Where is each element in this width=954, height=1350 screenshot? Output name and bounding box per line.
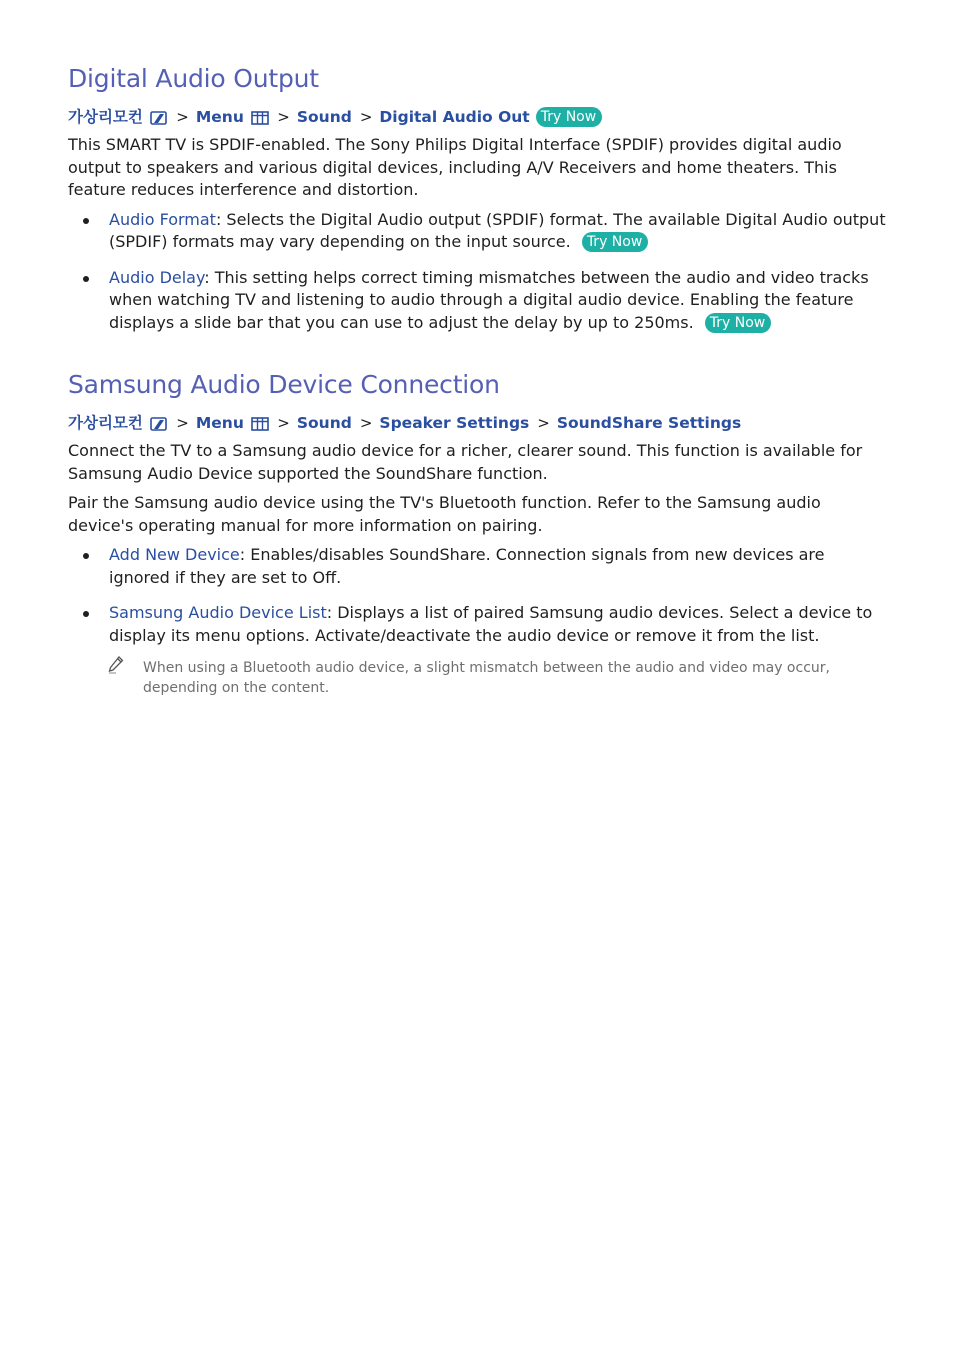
list-item-text: : This setting helps correct timing mismatches between the audio and video tracks when watching TV and listening to audio through a digital audio device. Enabling the feature displays a slide bar that you can use to adjust the delay by up to 250ms. [109,267,869,332]
note [68,658,888,698]
chevron-right-icon: > [176,108,189,126]
note-text: When using a Bluetooth audio device, a slight mismatch between the audio and video may occur, depending on the content. [143,660,830,696]
try-now-button[interactable]: Try Now [536,107,602,127]
section-title: Digital Audio Output [68,64,319,93]
list-item-text: : Selects the Digital Audio output (SPDIF) format. The available Digital Audio output (SPDIF) formats may vary depending on the input source. [109,209,886,251]
bullet-list [68,544,888,647]
breadcrumb-speaker-settings[interactable]: Speaker Settings [379,414,530,432]
list-item-add-new-device [68,544,888,589]
breadcrumb-digital-audio-out[interactable]: Digital Audio Out [379,108,530,126]
breadcrumb-sound[interactable]: Sound [296,108,352,126]
virtual-remote-icon [150,416,168,432]
list-item-samsung-audio-device-list [68,602,888,647]
chevron-right-icon: > [277,414,290,432]
list-item-text: : Enables/disables SoundShare. Connection signals from new devices are ignored if they are set to Off. [109,545,825,587]
chevron-right-icon: > [359,414,373,432]
breadcrumb-virtual-remote[interactable]: 가상리모컨 [68,107,168,127]
try-now-button[interactable]: Try Now [705,313,771,333]
bullet-dot [83,218,89,224]
paragraph: Pair the Samsung audio device using the TV's Bluetooth function. Refer to the Samsung audio device's operating manual for more information on pairing. [68,493,821,535]
chevron-right-icon: > [537,414,550,432]
try-now-button[interactable]: Try Now [582,232,648,252]
breadcrumb-sound[interactable]: Sound [296,414,352,432]
breadcrumb-soundshare-settings[interactable]: SoundShare Settings [556,414,742,432]
bullet-list [68,209,888,335]
bullet-dot [83,611,89,617]
section-digital-audio-output [68,62,888,334]
breadcrumb-virtual-remote[interactable]: 가상리모컨 [68,413,168,433]
bullet-dot [83,553,89,559]
breadcrumb-menu[interactable]: Menu [196,107,269,127]
paragraph: Connect the TV to a Samsung audio device for a richer, clearer sound. This function is available for Samsung Audio Device supported the SoundShare function. [68,441,863,483]
manual-page [68,62,888,698]
list-item-text: : Displays a list of paired Samsung audio devices. Select a device to display its menu options. Activate/deactivate the audio device or remove it from the list. [109,603,873,645]
breadcrumb-menu[interactable]: Menu [196,413,269,433]
term-audio-delay: Audio Delay [109,267,205,287]
chevron-right-icon: > [176,414,189,432]
menu-icon [251,417,269,431]
virtual-remote-icon [150,110,168,126]
breadcrumb [68,413,888,433]
section-samsung-audio-device-connection [68,368,888,698]
paragraph: This SMART TV is SPDIF-enabled. The Sony Philips Digital Interface (SPDIF) provides digital audio output to speakers and various digital devices, including A/V Receivers and home theaters. This feature reduces interference and distortion. [68,135,842,199]
list-item-audio-format [68,209,888,254]
chevron-right-icon: > [359,108,373,126]
list-item-audio-delay [68,267,888,335]
chevron-right-icon: > [277,108,290,126]
section-title: Samsung Audio Device Connection [68,370,500,399]
pencil-note-icon [108,656,124,674]
term-add-new-device: Add New Device [109,545,240,564]
breadcrumb [68,107,888,127]
term-samsung-audio-device-list: Samsung Audio Device List [109,603,327,622]
term-audio-format: Audio Format [109,209,216,229]
menu-icon [251,111,269,125]
bullet-dot [83,276,89,282]
